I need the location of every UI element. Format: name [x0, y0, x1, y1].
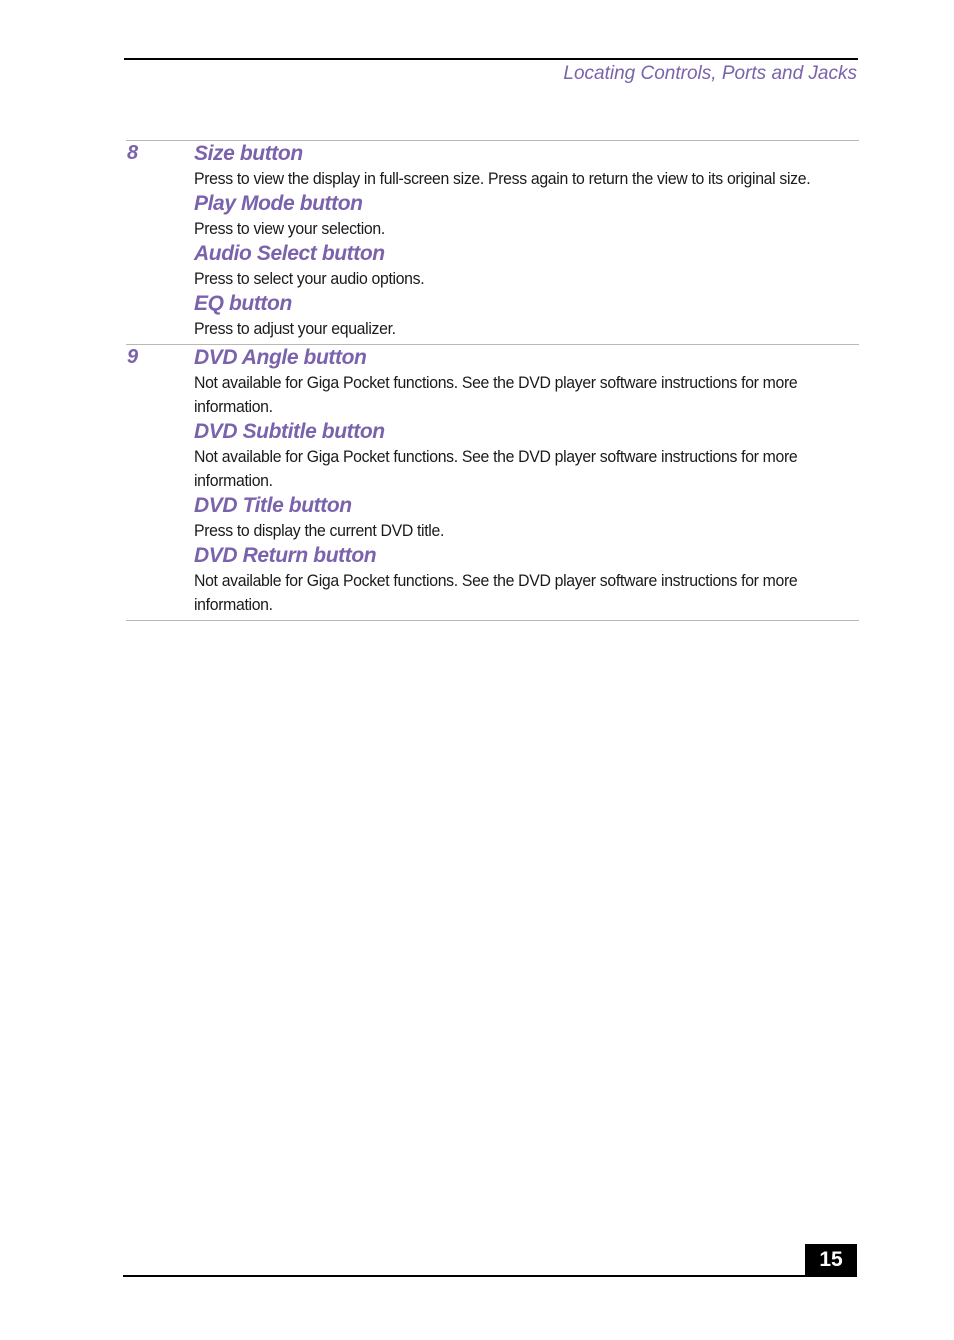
row-number: 9: [127, 346, 139, 368]
entry-title: Audio Select button: [194, 242, 385, 265]
controls-table: [126, 140, 859, 621]
entry-description: Press to adjust your equalizer.: [194, 319, 396, 338]
table-row: [126, 141, 859, 345]
row-body: [194, 141, 859, 341]
entry-title: DVD Angle button: [194, 346, 367, 369]
table-row: [126, 345, 859, 621]
entry-description: Press to display the current DVD title.: [194, 521, 445, 540]
entry-title: DVD Return button: [194, 544, 377, 567]
entry-description: Press to view the display in full-screen size. Press again to return the view to its original size.: [194, 169, 811, 188]
entry-title: Size button: [194, 142, 303, 165]
running-header: Locating Controls, Ports and Jacks: [563, 63, 857, 84]
entry-description: Press to view your selection.: [194, 219, 385, 238]
row-body: [194, 345, 859, 617]
entry-title: EQ button: [194, 292, 292, 315]
entry-title: DVD Subtitle button: [194, 420, 385, 443]
header-rule: [124, 58, 858, 60]
entry-title: Play Mode button: [194, 192, 363, 215]
entry-description: Not available for Giga Pocket functions. See the DVD player software instructions for more information.: [194, 571, 798, 614]
page-number: 15: [805, 1244, 857, 1276]
footer-rule: [123, 1275, 857, 1277]
row-number: 8: [127, 142, 139, 164]
entry-description: Press to select your audio options.: [194, 269, 425, 288]
entry-description: Not available for Giga Pocket functions. See the DVD player software instructions for more information.: [194, 447, 798, 490]
entry-title: DVD Title button: [194, 494, 352, 517]
entry-description: Not available for Giga Pocket functions. See the DVD player software instructions for more information.: [194, 373, 798, 416]
